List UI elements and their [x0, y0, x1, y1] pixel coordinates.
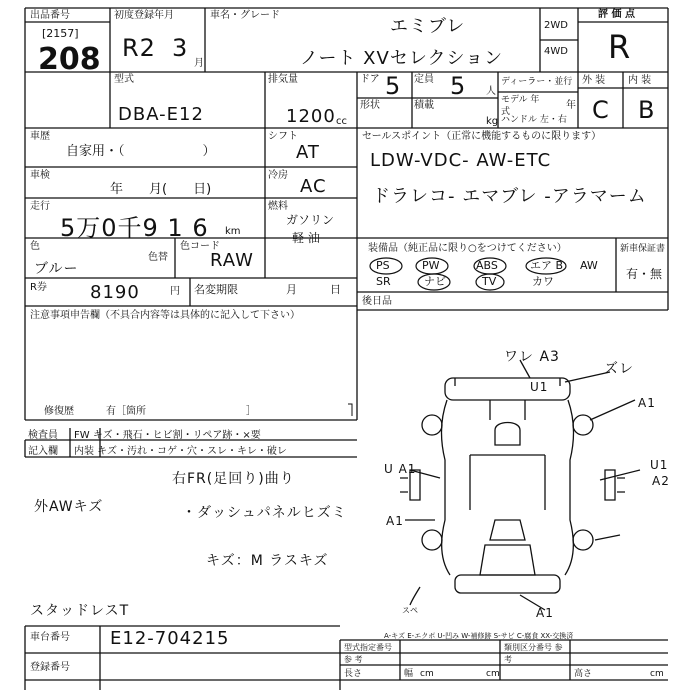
- class-number-label: 類別区分番号 参 考: [504, 643, 563, 664]
- aircon-label: 冷房: [268, 170, 288, 181]
- color-label: 色: [30, 241, 40, 252]
- equip-navi: ナビ: [424, 275, 446, 288]
- diagram-mark-top: ワレ A3: [504, 349, 560, 365]
- handwritten-note-5: スタッドレスT: [30, 603, 130, 619]
- height-cm: cm: [650, 669, 664, 679]
- displacement-unit: cc: [336, 116, 347, 127]
- inspection-label: 車検: [30, 170, 50, 181]
- shape-label: 形状: [360, 100, 380, 111]
- entry-label: 記入欄: [28, 446, 58, 457]
- first-reg-label: 初度登録年月: [114, 10, 174, 21]
- color-code: RAW: [210, 250, 254, 271]
- doors-label: ドア: [360, 74, 380, 85]
- shift: AT: [296, 142, 320, 163]
- history-label: 車歴: [30, 131, 50, 142]
- displacement-label: 排気量: [268, 74, 298, 85]
- lot-number: 208: [38, 42, 101, 77]
- sales-points-line1: LDW-VDC- AW-ETC: [370, 150, 552, 171]
- name-label: 車名・グレード: [210, 10, 280, 21]
- diagram-mark-spare: スペ: [402, 606, 418, 615]
- recycle-unit: 円: [170, 286, 180, 297]
- model: DBA-E12: [118, 104, 204, 125]
- inspector-label: 検査員: [28, 430, 58, 441]
- repair-label: 修復歴: [44, 406, 74, 417]
- exterior-label: 外 装: [582, 75, 606, 86]
- equip-tv: TV: [482, 275, 497, 288]
- reg-expiry: 月 日: [286, 283, 341, 296]
- car-name: エミブレ: [390, 16, 466, 37]
- diagram-mark-a1-right: A1: [638, 396, 656, 410]
- length-cm: cm: [420, 669, 434, 679]
- drive-4wd: 4WD: [544, 46, 568, 57]
- sales-points-line2: ドラレコ- エマブレ -アラマーム: [372, 186, 647, 207]
- reg-expiry-label: 名変期限: [194, 283, 238, 296]
- equip-pw: PW: [422, 259, 440, 272]
- color-code-label: 色コード: [180, 241, 220, 252]
- equip-abs: ABS: [476, 259, 498, 272]
- warranty: 有・無: [626, 267, 663, 281]
- width-label: 幅: [404, 669, 414, 679]
- fuel-gasoline: ガソリン: [286, 213, 335, 227]
- equip-aw: AW: [580, 259, 598, 272]
- history: 自家用・（ ）: [66, 144, 216, 159]
- handle-label: ハンドル 左・右: [501, 115, 567, 125]
- handwritten-note-3: ・ダッシュパネルヒズミ: [182, 505, 347, 521]
- grade-score: R: [608, 28, 632, 66]
- registration-label: 登録番号: [30, 662, 70, 673]
- chassis-number: E12-704215: [110, 628, 230, 649]
- aircon: AC: [300, 176, 327, 197]
- equip-airbag: エア B: [530, 259, 564, 272]
- color-change-label: 色替: [148, 252, 168, 263]
- load-label: 積載: [414, 100, 434, 111]
- shift-label: シフト: [268, 131, 298, 142]
- interior-row: 内装 キズ・汚れ・コゲ・穴・スレ・キレ・破レ: [74, 446, 287, 457]
- first-reg-month-unit: 月: [194, 58, 204, 69]
- recycle-fee: 8190: [90, 282, 140, 303]
- diagram-mark-a1-left: A1: [386, 514, 404, 528]
- inspector-fields: FW キズ・飛石・ヒビ割・リペア跡・×要: [74, 430, 261, 441]
- equipment-label: 装備品（純正品に限り○をつけてください）: [368, 243, 567, 254]
- drive-2wd: 2WD: [544, 20, 568, 31]
- fuel-label: 燃料: [268, 201, 288, 212]
- exterior-score: C: [592, 96, 610, 124]
- first-reg-month: 3: [172, 34, 189, 62]
- grade-score-label: 評 価 点: [598, 9, 635, 20]
- car-diagram: [400, 360, 640, 610]
- sales-points-label: セールスポイント（正常に機能するものに限ります）: [362, 131, 602, 142]
- dealer-label: ディーラー・並行: [501, 77, 573, 87]
- equip-sr: SR: [376, 275, 391, 288]
- mileage-label: 走行: [30, 201, 50, 212]
- interior-label: 内 装: [628, 75, 652, 86]
- trunk-label: 後日品: [362, 296, 392, 307]
- capacity-unit: 人: [486, 86, 496, 97]
- load-unit: kg: [486, 116, 499, 127]
- capacity-label: 定員: [414, 74, 434, 85]
- lot-code: [2157]: [42, 27, 79, 40]
- height-label: 高さ: [574, 669, 593, 679]
- diagram-mark-a2-right: A2: [652, 474, 670, 488]
- chassis-label: 車台番号: [30, 632, 70, 643]
- warranty-label: 新車保証書: [620, 244, 666, 254]
- lot-label: 出品番号: [30, 10, 70, 21]
- diagram-legend: A-キズ E-エクボ U-凹み W-補修跡 S-サビ C-腐食 XX-交換済: [384, 632, 574, 640]
- width-cm: cm: [486, 669, 500, 679]
- diagram-mark-u1-top: U1: [530, 380, 549, 394]
- legal-number-label: 型式指定番号 参 考: [344, 643, 392, 664]
- first-reg-era: R2: [122, 34, 156, 62]
- inspection: 年 月( 日): [110, 182, 212, 197]
- mileage: 5万0千9 1 6: [60, 214, 209, 242]
- model-year-label: モデル 年式: [501, 95, 540, 117]
- handwritten-note-4: キズ：M ラスキズ: [206, 553, 329, 569]
- mileage-unit: km: [225, 226, 241, 237]
- year-unit: 年: [566, 100, 576, 111]
- equip-leather: カワ: [532, 275, 554, 288]
- grade: ノート XVセレクション: [300, 48, 504, 69]
- fuel-diesel: 軽 油: [292, 231, 320, 245]
- repair-value: 有［箇所 ］: [106, 406, 256, 417]
- displacement: 1200: [286, 106, 336, 127]
- capacity: 5: [450, 72, 467, 100]
- handwritten-note-2: 外AWキズ: [34, 499, 104, 515]
- length-label: 長さ: [344, 669, 363, 679]
- diagram-mark-ua1-left: U A1: [384, 462, 417, 476]
- notes-label: 注意事項申告欄（不具合内容等は具体的に記入して下さい）: [30, 310, 300, 321]
- handwritten-note-1: 右FR(足回り)曲り: [172, 471, 295, 487]
- diagram-mark-u1-right: U1: [650, 458, 669, 472]
- diagram-mark-a1-bottom: A1: [536, 606, 554, 620]
- interior-score: B: [638, 96, 656, 124]
- doors: 5: [385, 72, 402, 100]
- model-label: 型式: [114, 74, 134, 85]
- recycle-label: R券: [30, 282, 47, 293]
- diagram-mark-shift: ズレ: [604, 361, 634, 377]
- equip-ps: PS: [376, 259, 390, 272]
- color: ブルー: [34, 261, 79, 277]
